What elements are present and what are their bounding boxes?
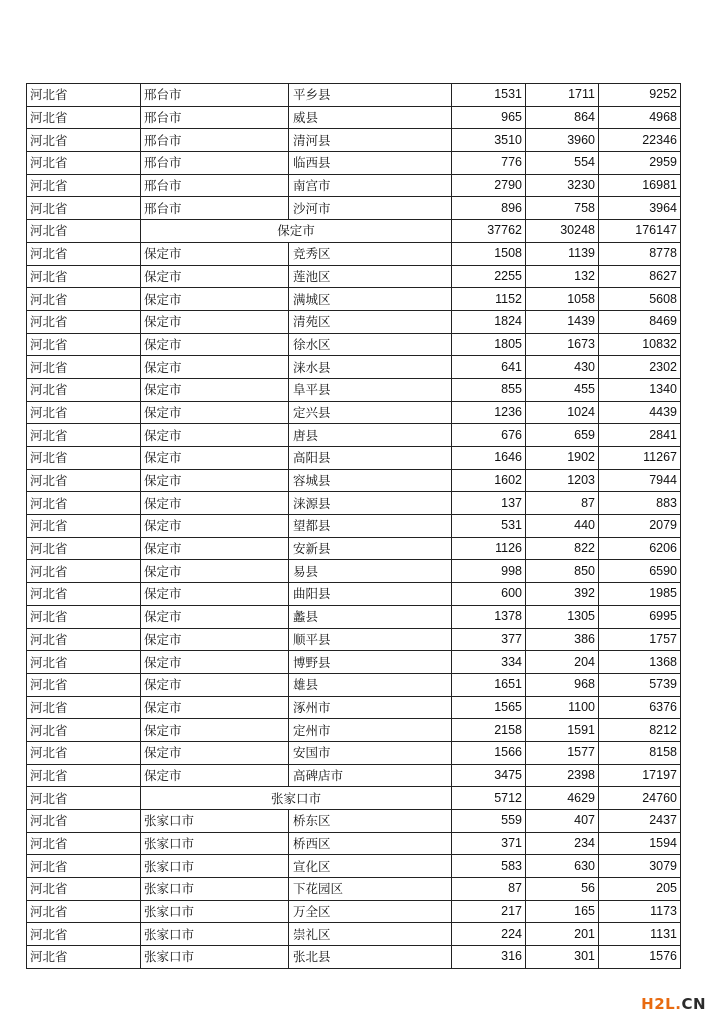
province-cell: 河北省 xyxy=(27,197,141,220)
city-cell: 保定市 xyxy=(141,333,289,356)
table-row xyxy=(27,832,681,855)
city-cell: 张家口市 xyxy=(141,855,289,878)
value-cell-1: 316 xyxy=(452,946,526,969)
city-cell: 保定市 xyxy=(141,447,289,470)
value-cell-3: 16981 xyxy=(599,174,681,197)
value-cell-1: 998 xyxy=(452,560,526,583)
county-cell: 雄县 xyxy=(289,673,452,696)
table-row xyxy=(27,741,681,764)
province-cell: 河北省 xyxy=(27,174,141,197)
province-cell: 河北省 xyxy=(27,719,141,742)
value-cell-3: 1173 xyxy=(599,900,681,923)
table-row xyxy=(27,605,681,628)
table-row xyxy=(27,333,681,356)
province-cell: 河北省 xyxy=(27,673,141,696)
value-cell-2: 301 xyxy=(526,946,599,969)
province-cell: 河北省 xyxy=(27,537,141,560)
table-row xyxy=(27,855,681,878)
value-cell-2: 1058 xyxy=(526,288,599,311)
value-cell-1: 600 xyxy=(452,583,526,606)
value-cell-2: 1711 xyxy=(526,84,599,107)
value-cell-1: 37762 xyxy=(452,220,526,243)
city-subtotal-cell: 张家口市 xyxy=(141,787,452,810)
value-cell-3: 6590 xyxy=(599,560,681,583)
city-cell: 邢台市 xyxy=(141,84,289,107)
value-cell-1: 224 xyxy=(452,923,526,946)
value-cell-1: 1646 xyxy=(452,447,526,470)
value-cell-3: 2437 xyxy=(599,810,681,833)
table-row xyxy=(27,583,681,606)
table-row xyxy=(27,923,681,946)
province-cell: 河北省 xyxy=(27,878,141,901)
city-cell: 保定市 xyxy=(141,673,289,696)
value-cell-1: 1531 xyxy=(452,84,526,107)
county-cell: 张北县 xyxy=(289,946,452,969)
province-cell: 河北省 xyxy=(27,310,141,333)
value-cell-1: 896 xyxy=(452,197,526,220)
table-row xyxy=(27,469,681,492)
county-cell: 万全区 xyxy=(289,900,452,923)
value-cell-3: 883 xyxy=(599,492,681,515)
value-cell-2: 554 xyxy=(526,152,599,175)
city-cell: 保定市 xyxy=(141,469,289,492)
value-cell-1: 2790 xyxy=(452,174,526,197)
city-cell: 保定市 xyxy=(141,583,289,606)
county-cell: 定兴县 xyxy=(289,401,452,424)
province-cell: 河北省 xyxy=(27,469,141,492)
value-cell-3: 8212 xyxy=(599,719,681,742)
table-row xyxy=(27,719,681,742)
table-row xyxy=(27,129,681,152)
value-cell-2: 1902 xyxy=(526,447,599,470)
table-row xyxy=(27,810,681,833)
value-cell-1: 531 xyxy=(452,515,526,538)
value-cell-1: 2255 xyxy=(452,265,526,288)
value-cell-3: 176147 xyxy=(599,220,681,243)
value-cell-1: 1824 xyxy=(452,310,526,333)
county-cell: 容城县 xyxy=(289,469,452,492)
value-cell-2: 1024 xyxy=(526,401,599,424)
value-cell-1: 137 xyxy=(452,492,526,515)
value-cell-1: 3475 xyxy=(452,764,526,787)
city-cell: 保定市 xyxy=(141,265,289,288)
value-cell-3: 1576 xyxy=(599,946,681,969)
value-cell-3: 3079 xyxy=(599,855,681,878)
value-cell-3: 7944 xyxy=(599,469,681,492)
table-row xyxy=(27,401,681,424)
province-cell: 河北省 xyxy=(27,900,141,923)
province-cell: 河北省 xyxy=(27,583,141,606)
value-cell-2: 2398 xyxy=(526,764,599,787)
county-cell: 安新县 xyxy=(289,537,452,560)
city-cell: 张家口市 xyxy=(141,832,289,855)
province-cell: 河北省 xyxy=(27,288,141,311)
value-cell-3: 6995 xyxy=(599,605,681,628)
county-cell: 高阳县 xyxy=(289,447,452,470)
province-cell: 河北省 xyxy=(27,515,141,538)
value-cell-3: 5608 xyxy=(599,288,681,311)
table-row xyxy=(27,242,681,265)
value-cell-3: 9252 xyxy=(599,84,681,107)
value-cell-1: 855 xyxy=(452,378,526,401)
value-cell-2: 3960 xyxy=(526,129,599,152)
county-cell: 桥西区 xyxy=(289,832,452,855)
value-cell-3: 6206 xyxy=(599,537,681,560)
province-cell: 河北省 xyxy=(27,492,141,515)
city-cell: 保定市 xyxy=(141,288,289,311)
county-cell: 定州市 xyxy=(289,719,452,742)
value-cell-1: 559 xyxy=(452,810,526,833)
county-cell: 威县 xyxy=(289,106,452,129)
table-row xyxy=(27,197,681,220)
value-cell-3: 17197 xyxy=(599,764,681,787)
county-cell: 清河县 xyxy=(289,129,452,152)
province-cell: 河北省 xyxy=(27,696,141,719)
table-row xyxy=(27,447,681,470)
site-watermark xyxy=(641,995,706,1013)
city-cell: 保定市 xyxy=(141,741,289,764)
value-cell-2: 165 xyxy=(526,900,599,923)
value-cell-1: 965 xyxy=(452,106,526,129)
county-cell: 涞水县 xyxy=(289,356,452,379)
value-cell-2: 201 xyxy=(526,923,599,946)
table-row xyxy=(27,696,681,719)
value-cell-3: 4968 xyxy=(599,106,681,129)
province-cell: 河北省 xyxy=(27,265,141,288)
county-cell: 崇礼区 xyxy=(289,923,452,946)
value-cell-3: 2959 xyxy=(599,152,681,175)
value-cell-3: 8778 xyxy=(599,242,681,265)
province-cell: 河北省 xyxy=(27,832,141,855)
table-row xyxy=(27,84,681,107)
province-cell: 河北省 xyxy=(27,152,141,175)
city-cell: 张家口市 xyxy=(141,878,289,901)
county-cell: 博野县 xyxy=(289,651,452,674)
province-cell: 河北省 xyxy=(27,242,141,265)
value-cell-1: 3510 xyxy=(452,129,526,152)
city-cell: 保定市 xyxy=(141,560,289,583)
county-cell: 顺平县 xyxy=(289,628,452,651)
value-cell-3: 8158 xyxy=(599,741,681,764)
table-row xyxy=(27,537,681,560)
value-cell-2: 1439 xyxy=(526,310,599,333)
county-cell: 蠡县 xyxy=(289,605,452,628)
province-cell: 河北省 xyxy=(27,764,141,787)
value-cell-1: 1566 xyxy=(452,741,526,764)
value-cell-2: 407 xyxy=(526,810,599,833)
table-row xyxy=(27,310,681,333)
table-row xyxy=(27,106,681,129)
province-cell: 河北省 xyxy=(27,424,141,447)
value-cell-2: 1203 xyxy=(526,469,599,492)
value-cell-1: 334 xyxy=(452,651,526,674)
county-cell: 望都县 xyxy=(289,515,452,538)
data-table xyxy=(26,83,681,969)
value-cell-3: 205 xyxy=(599,878,681,901)
value-cell-3: 5739 xyxy=(599,673,681,696)
value-cell-3: 24760 xyxy=(599,787,681,810)
value-cell-3: 2302 xyxy=(599,356,681,379)
province-cell: 河北省 xyxy=(27,560,141,583)
value-cell-1: 371 xyxy=(452,832,526,855)
county-cell: 徐水区 xyxy=(289,333,452,356)
value-cell-2: 1100 xyxy=(526,696,599,719)
value-cell-1: 2158 xyxy=(452,719,526,742)
city-cell: 保定市 xyxy=(141,424,289,447)
table-row xyxy=(27,878,681,901)
county-cell: 下花园区 xyxy=(289,878,452,901)
value-cell-2: 234 xyxy=(526,832,599,855)
table-row xyxy=(27,492,681,515)
table-row xyxy=(27,900,681,923)
value-cell-3: 2079 xyxy=(599,515,681,538)
city-cell: 邢台市 xyxy=(141,174,289,197)
table-row xyxy=(27,628,681,651)
city-cell: 保定市 xyxy=(141,356,289,379)
value-cell-1: 377 xyxy=(452,628,526,651)
value-cell-1: 1805 xyxy=(452,333,526,356)
county-cell: 安国市 xyxy=(289,741,452,764)
value-cell-1: 1236 xyxy=(452,401,526,424)
value-cell-2: 204 xyxy=(526,651,599,674)
province-cell: 河北省 xyxy=(27,106,141,129)
table-row xyxy=(27,356,681,379)
value-cell-3: 11267 xyxy=(599,447,681,470)
watermark-2: 2 xyxy=(654,995,666,1013)
county-cell: 阜平县 xyxy=(289,378,452,401)
watermark-h: H xyxy=(641,995,655,1013)
city-cell: 保定市 xyxy=(141,628,289,651)
value-cell-2: 822 xyxy=(526,537,599,560)
county-cell: 南宫市 xyxy=(289,174,452,197)
value-cell-2: 3230 xyxy=(526,174,599,197)
value-cell-3: 1131 xyxy=(599,923,681,946)
table-row xyxy=(27,378,681,401)
value-cell-3: 8627 xyxy=(599,265,681,288)
province-cell: 河北省 xyxy=(27,447,141,470)
county-cell: 唐县 xyxy=(289,424,452,447)
value-cell-1: 583 xyxy=(452,855,526,878)
value-cell-1: 1508 xyxy=(452,242,526,265)
value-cell-1: 1602 xyxy=(452,469,526,492)
value-cell-3: 1368 xyxy=(599,651,681,674)
county-cell: 涞源县 xyxy=(289,492,452,515)
city-cell: 邢台市 xyxy=(141,129,289,152)
city-cell: 保定市 xyxy=(141,605,289,628)
value-cell-2: 630 xyxy=(526,855,599,878)
city-cell: 张家口市 xyxy=(141,923,289,946)
province-cell: 河北省 xyxy=(27,333,141,356)
province-cell: 河北省 xyxy=(27,741,141,764)
value-cell-1: 676 xyxy=(452,424,526,447)
county-cell: 清苑区 xyxy=(289,310,452,333)
city-cell: 张家口市 xyxy=(141,900,289,923)
city-cell: 保定市 xyxy=(141,696,289,719)
value-cell-1: 217 xyxy=(452,900,526,923)
value-cell-3: 2841 xyxy=(599,424,681,447)
county-cell: 曲阳县 xyxy=(289,583,452,606)
value-cell-3: 6376 xyxy=(599,696,681,719)
city-cell: 邢台市 xyxy=(141,106,289,129)
county-cell: 竞秀区 xyxy=(289,242,452,265)
value-cell-2: 56 xyxy=(526,878,599,901)
value-cell-3: 1985 xyxy=(599,583,681,606)
city-cell: 保定市 xyxy=(141,242,289,265)
value-cell-2: 392 xyxy=(526,583,599,606)
city-cell: 保定市 xyxy=(141,515,289,538)
county-cell: 桥东区 xyxy=(289,810,452,833)
value-cell-1: 5712 xyxy=(452,787,526,810)
value-cell-2: 30248 xyxy=(526,220,599,243)
value-cell-2: 1305 xyxy=(526,605,599,628)
city-cell: 保定市 xyxy=(141,378,289,401)
value-cell-1: 87 xyxy=(452,878,526,901)
table-row xyxy=(27,152,681,175)
value-cell-3: 3964 xyxy=(599,197,681,220)
table-row xyxy=(27,265,681,288)
province-cell: 河北省 xyxy=(27,84,141,107)
value-cell-1: 641 xyxy=(452,356,526,379)
watermark-cn: CN xyxy=(681,995,706,1013)
city-subtotal-cell: 保定市 xyxy=(141,220,452,243)
province-cell: 河北省 xyxy=(27,129,141,152)
value-cell-3: 22346 xyxy=(599,129,681,152)
table-subtotal-row xyxy=(27,787,681,810)
city-cell: 张家口市 xyxy=(141,810,289,833)
county-cell: 涿州市 xyxy=(289,696,452,719)
province-cell: 河北省 xyxy=(27,220,141,243)
value-cell-2: 4629 xyxy=(526,787,599,810)
table-row xyxy=(27,288,681,311)
city-cell: 邢台市 xyxy=(141,152,289,175)
province-cell: 河北省 xyxy=(27,356,141,379)
province-cell: 河北省 xyxy=(27,651,141,674)
value-cell-2: 132 xyxy=(526,265,599,288)
county-cell: 易县 xyxy=(289,560,452,583)
city-cell: 张家口市 xyxy=(141,946,289,969)
table-row xyxy=(27,515,681,538)
value-cell-1: 1651 xyxy=(452,673,526,696)
city-cell: 保定市 xyxy=(141,401,289,424)
province-cell: 河北省 xyxy=(27,787,141,810)
province-cell: 河北省 xyxy=(27,923,141,946)
county-cell: 沙河市 xyxy=(289,197,452,220)
value-cell-2: 968 xyxy=(526,673,599,696)
table-body xyxy=(27,84,681,969)
value-cell-2: 386 xyxy=(526,628,599,651)
value-cell-2: 864 xyxy=(526,106,599,129)
province-cell: 河北省 xyxy=(27,401,141,424)
city-cell: 保定市 xyxy=(141,492,289,515)
value-cell-2: 850 xyxy=(526,560,599,583)
watermark-l: L xyxy=(665,995,676,1013)
table-row xyxy=(27,560,681,583)
value-cell-1: 1378 xyxy=(452,605,526,628)
value-cell-2: 87 xyxy=(526,492,599,515)
table-subtotal-row xyxy=(27,220,681,243)
city-cell: 保定市 xyxy=(141,310,289,333)
value-cell-3: 1340 xyxy=(599,378,681,401)
county-cell: 高碑店市 xyxy=(289,764,452,787)
city-cell: 保定市 xyxy=(141,764,289,787)
value-cell-1: 1565 xyxy=(452,696,526,719)
value-cell-2: 1577 xyxy=(526,741,599,764)
province-cell: 河北省 xyxy=(27,855,141,878)
table-row xyxy=(27,673,681,696)
value-cell-2: 1139 xyxy=(526,242,599,265)
value-cell-3: 10832 xyxy=(599,333,681,356)
table-row xyxy=(27,651,681,674)
value-cell-1: 1152 xyxy=(452,288,526,311)
table-row xyxy=(27,764,681,787)
county-cell: 平乡县 xyxy=(289,84,452,107)
value-cell-2: 1591 xyxy=(526,719,599,742)
city-cell: 保定市 xyxy=(141,651,289,674)
province-cell: 河北省 xyxy=(27,628,141,651)
province-cell: 河北省 xyxy=(27,605,141,628)
county-cell: 莲池区 xyxy=(289,265,452,288)
value-cell-2: 1673 xyxy=(526,333,599,356)
value-cell-2: 430 xyxy=(526,356,599,379)
county-cell: 宣化区 xyxy=(289,855,452,878)
table-row xyxy=(27,946,681,969)
value-cell-3: 1594 xyxy=(599,832,681,855)
value-cell-2: 659 xyxy=(526,424,599,447)
value-cell-3: 4439 xyxy=(599,401,681,424)
value-cell-2: 440 xyxy=(526,515,599,538)
value-cell-3: 8469 xyxy=(599,310,681,333)
province-cell: 河北省 xyxy=(27,810,141,833)
table-row xyxy=(27,424,681,447)
value-cell-1: 776 xyxy=(452,152,526,175)
value-cell-3: 1757 xyxy=(599,628,681,651)
value-cell-1: 1126 xyxy=(452,537,526,560)
value-cell-2: 758 xyxy=(526,197,599,220)
city-cell: 保定市 xyxy=(141,719,289,742)
province-cell: 河北省 xyxy=(27,378,141,401)
county-cell: 满城区 xyxy=(289,288,452,311)
province-cell: 河北省 xyxy=(27,946,141,969)
city-cell: 邢台市 xyxy=(141,197,289,220)
county-cell: 临西县 xyxy=(289,152,452,175)
table-row xyxy=(27,174,681,197)
value-cell-2: 455 xyxy=(526,378,599,401)
city-cell: 保定市 xyxy=(141,537,289,560)
watermark-dot: . xyxy=(675,995,682,1013)
